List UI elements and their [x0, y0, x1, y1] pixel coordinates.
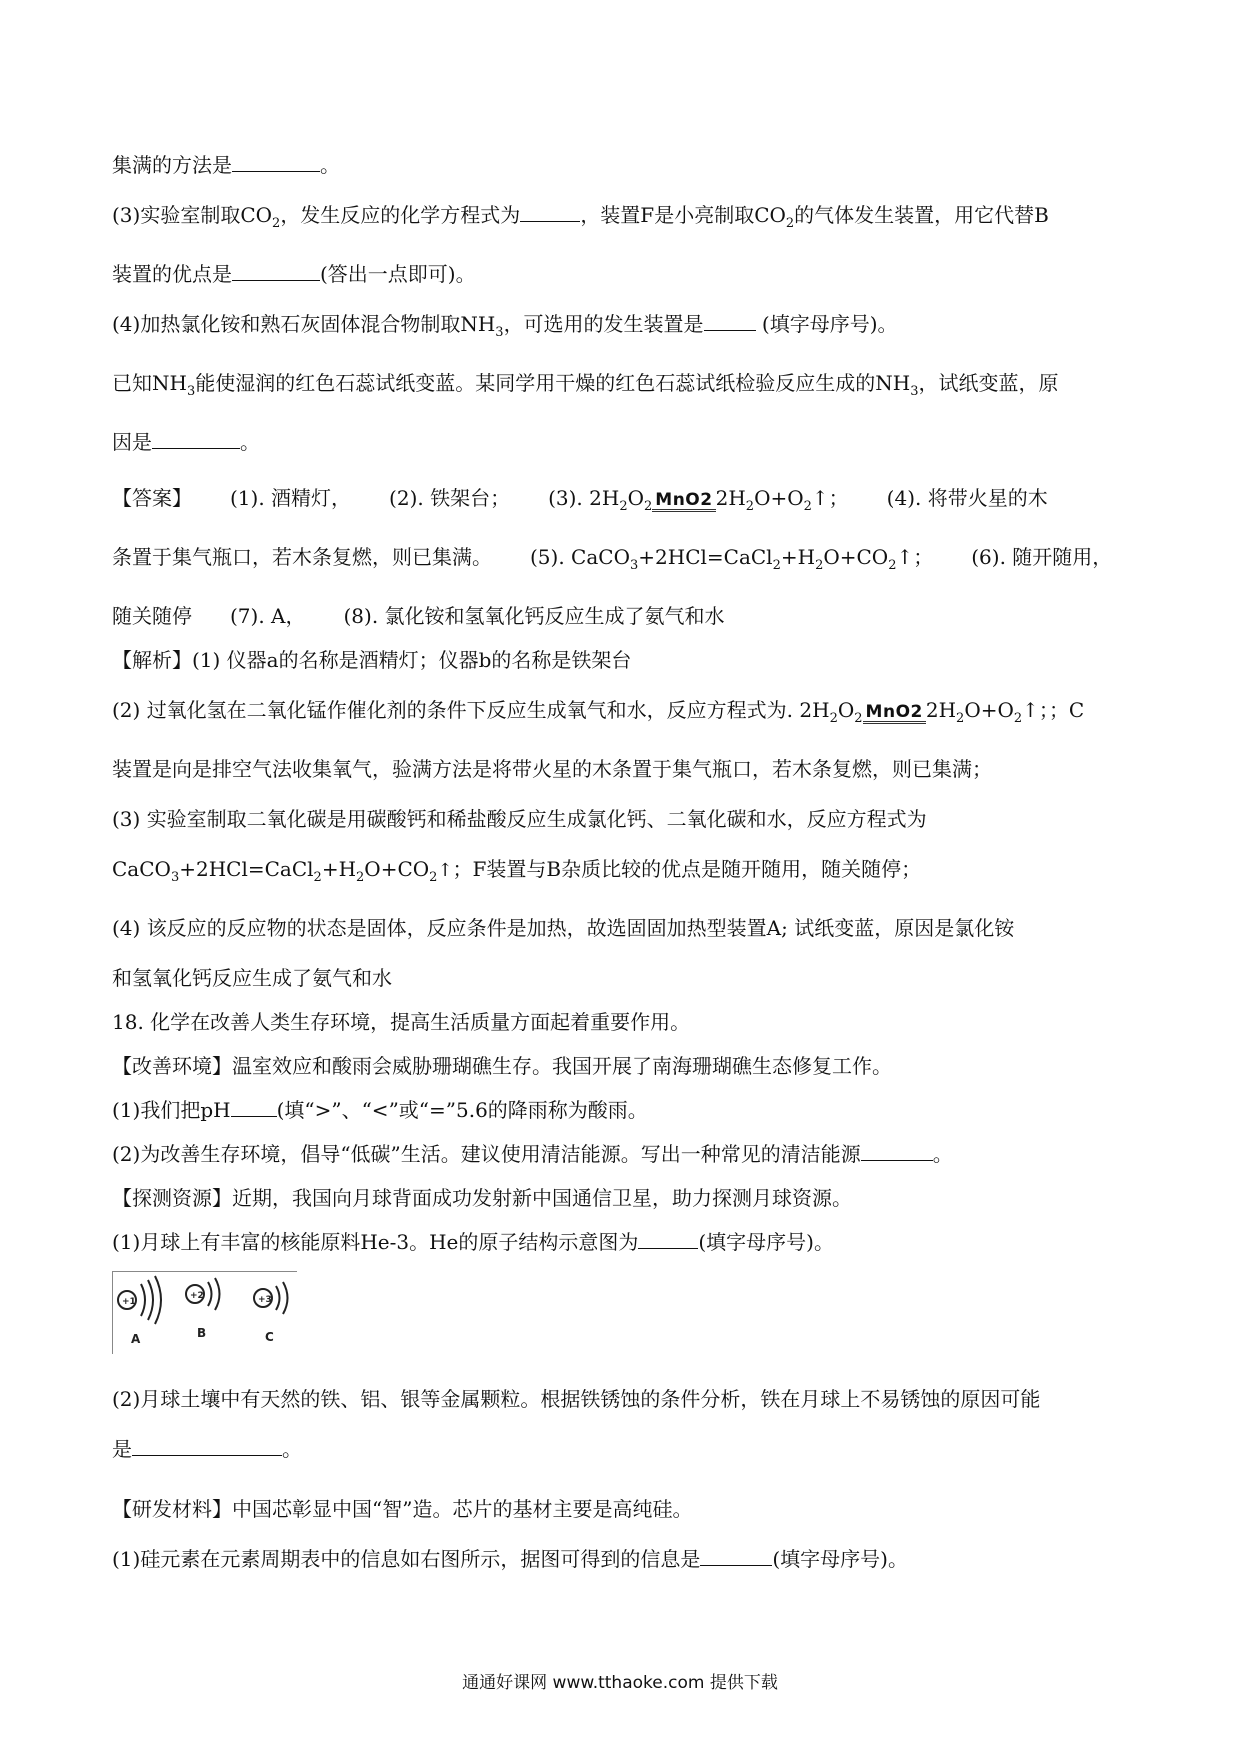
nucleus-b-label: +2	[190, 1291, 204, 1301]
answer-tag: 【答案】	[112, 486, 192, 510]
answer-blank[interactable]	[700, 1545, 772, 1566]
answer-blank[interactable]	[232, 151, 320, 172]
q17-4-line-3: 因是 。	[112, 430, 260, 454]
page-footer: 通通好课网 www.tthaoke.com 提供下载	[462, 1673, 778, 1693]
figure-label-c: C	[265, 1330, 274, 1344]
q18-res-2b: 是 。	[112, 1437, 302, 1461]
q18-env-2: (2)为改善生存环境，倡导“低碳”生活。建议使用清洁能源。写出一种常见的清洁能源 。	[112, 1142, 953, 1166]
q18-resource-heading: 【探测资源】近期，我国向月球背面成功发射新中国通信卫星，助力探测月球资源。	[112, 1186, 852, 1210]
q17-3-line-2: 装置的优点是 (答出一点即可)。	[112, 262, 476, 286]
answer-blank[interactable]	[232, 260, 320, 281]
atom-structure-figure	[112, 1271, 297, 1354]
figure-label-a: A	[131, 1332, 141, 1346]
mno2-catalyst-label: MnO2	[863, 703, 926, 724]
answer-line-1: 【答案】 (1). 酒精灯， (2). 铁架台； (3). $2H_2O_2$ MnO2 $2H_2O+O_2↑$； (4). 将带火星的木	[112, 486, 1048, 514]
analysis-line-1: 【解析】(1) 仪器a的名称是酒精灯；仪器b的名称是铁架台	[112, 648, 632, 672]
analysis-line-3: 装置是向是排空气法收集氧气，验满方法是将带火星的木条置于集气瓶口，若木条复燃，则已集满；	[112, 757, 992, 781]
q17-line-1: 集满的方法是 。	[112, 153, 340, 177]
analysis-line-5: $CaCO_3+2HCl=CaCl_2+H_2O+CO_2↑$；F装置与B杂质比较的优点是随开随用，随关随停；	[112, 857, 922, 885]
document-body	[112, 150, 1152, 1594]
answer-blank[interactable]	[861, 1140, 933, 1161]
q18-environment-heading: 【改善环境】温室效应和酸雨会威胁珊瑚礁生存。我国开展了南海珊瑚礁生态修复工作。	[112, 1054, 892, 1078]
answer-blank[interactable]	[231, 1096, 277, 1117]
q18-title: 18. 化学在改善人类生存环境，提高生活质量方面起着重要作用。	[112, 1010, 691, 1034]
q18-mat-1: (1)硅元素在元素周期表中的信息如右图所示，据图可得到的信息是 (填字母序号)。	[112, 1547, 908, 1571]
answer-blank[interactable]	[152, 428, 240, 449]
answer-blank[interactable]	[704, 310, 756, 331]
nucleus-c-label: +3	[258, 1295, 272, 1305]
nucleus-a-label: +1	[122, 1297, 136, 1307]
analysis-line-6: (4) 该反应的反应物的状态是固体，反应条件是加热，故选固固加热型装置A; 试纸变蓝，原因是氯化铵	[112, 916, 1015, 940]
answer-line-2: 条置于集气瓶口，若木条复燃，则已集满。 (5). $CaCO_3+2HCl=CaCl_2+H_2O+CO_2↑$； (6). 随开随用，	[112, 545, 1113, 573]
mno2-catalyst-label: MnO2	[652, 491, 715, 512]
answer-line-3: 随关随停 (7). A， (8). 氯化铵和氢氧化钙反应生成了氨气和水	[112, 604, 725, 628]
q17-4-line-2: 已知$NH_3$能使湿润的红色石蕊试纸变蓝。某同学用干燥的红色石蕊试纸检验反应生成的$NH_3$，试纸变蓝，原	[112, 371, 1059, 399]
analysis-line-4: (3) 实验室制取二氧化碳是用碳酸钙和稀盐酸反应生成氯化钙、二氧化碳和水，反应方程式为	[112, 807, 927, 831]
q18-material-heading: 【研发材料】中国芯彰显中国“智”造。芯片的基材主要是高纯硅。	[112, 1497, 693, 1521]
q18-res-2: (2)月球土壤中有天然的铁、铝、银等金属颗粒。根据铁锈蚀的条件分析，铁在月球上不易锈蚀的原因可能	[112, 1387, 1041, 1411]
analysis-line-7: 和氢氧化钙反应生成了氨气和水	[112, 966, 392, 990]
answer-blank[interactable]	[132, 1435, 282, 1456]
q17-3-line-1: (3)实验室制取$CO_2$，发生反应的化学方程式为 ，装置F是小亮制取$CO_2$的气体发生装置，用它代替B	[112, 203, 1049, 231]
analysis-line-2: (2) 过氧化氢在二氧化锰作催化剂的条件下反应生成氧气和水，反应方程式为. $2H_2O_2$ MnO2 $2H_2O+O_2↑$；；C	[112, 698, 1085, 726]
answer-blank[interactable]	[638, 1228, 698, 1249]
q18-res-1: (1)月球上有丰富的核能原料He-3。He的原子结构示意图为 (填字母序号)。	[112, 1230, 834, 1254]
q17-4-line-1: (4)加热氯化铵和熟石灰固体混合物制取$NH_3$，可选用的发生装置是 (填字母序号)。	[112, 312, 898, 340]
answer-blank[interactable]	[520, 201, 580, 222]
q18-env-1: (1)我们把pH (填“>”、“<”或“=”5.6的降雨称为酸雨。	[112, 1098, 648, 1122]
figure-label-b: B	[197, 1326, 207, 1340]
